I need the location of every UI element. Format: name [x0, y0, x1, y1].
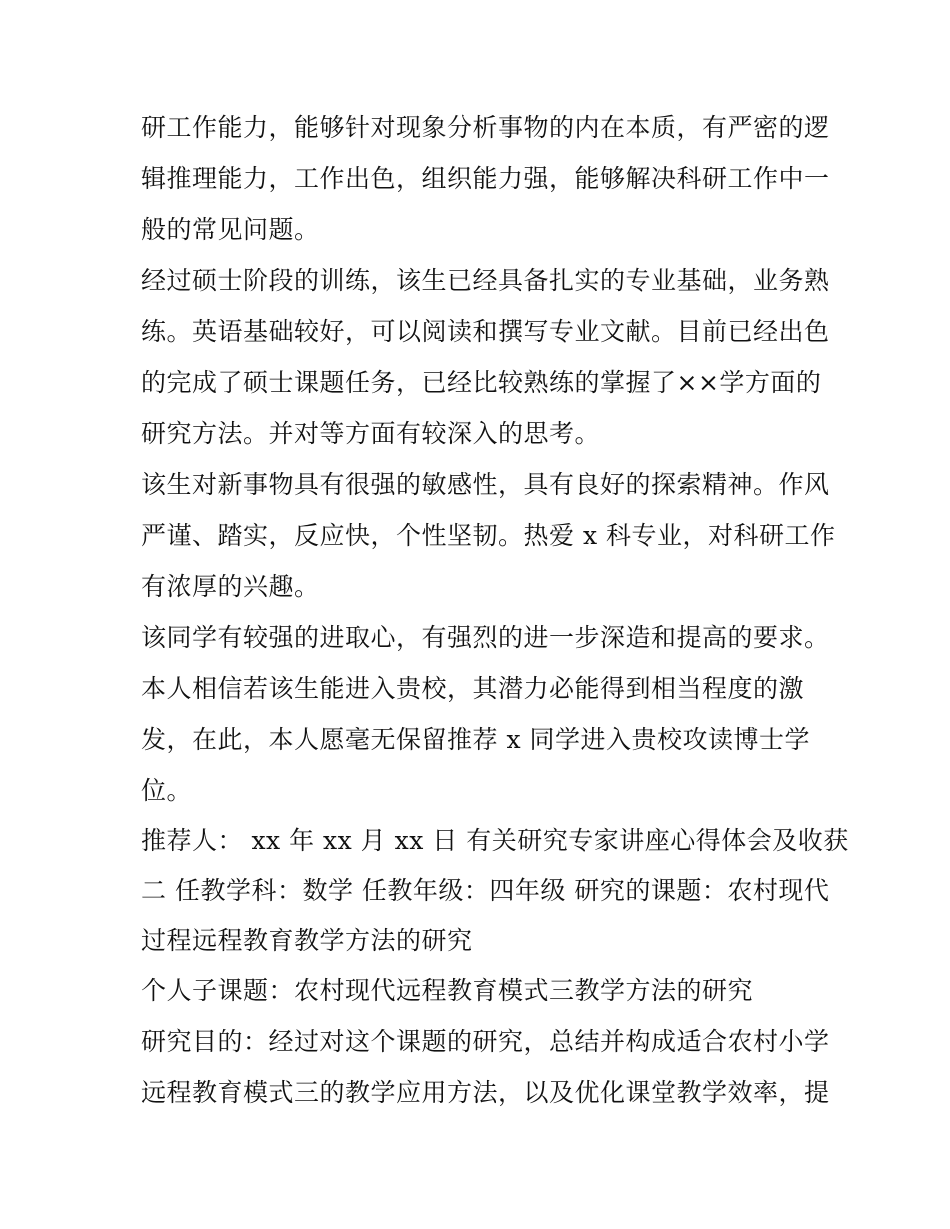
text-line: 有浓厚的兴趣。 — [141, 572, 320, 601]
text-line: 研究目的：经过对这个课题的研究，总结并构成适合农村小学 — [141, 1027, 830, 1056]
text-line: 该生对新事物具有很强的敏感性，具有良好的探索精神。作风 — [141, 470, 830, 499]
text-line: 的完成了硕士课题任务，已经比较熟练的掌握了××学方面的 — [141, 368, 822, 397]
text-line: 位。 — [141, 776, 193, 805]
text-line: 推荐人： xx 年 xx 月 xx 日 有关研究专家讲座心得体会及收获 — [141, 826, 849, 855]
text-line: 二 任教学科：数学 任教年级：四年级 研究的课题：农村现代 — [141, 876, 830, 905]
text-line: 远程教育模式三的教学应用方法，以及优化课堂教学效率，提 — [141, 1078, 830, 1107]
text-line: 经过硕士阶段的训练，该生已经具备扎实的专业基础，业务熟 — [141, 266, 830, 295]
text-line: 发，在此，本人愿毫无保留推荐 x 同学进入贵校攻读博士学 — [141, 725, 810, 754]
text-line: 本人相信若该生能进入贵校，其潜力必能得到相当程度的激 — [141, 674, 805, 703]
text-line: 严谨、踏实，反应快，个性坚韧。热爱 x 科专业，对科研工作 — [141, 521, 836, 550]
text-line: 研工作能力，能够针对现象分析事物的内在本质，有严密的逻 — [141, 113, 830, 142]
text-line: 研究方法。并对等方面有较深入的思考。 — [141, 419, 601, 448]
text-line: 过程远程教育教学方法的研究 — [141, 926, 473, 955]
text-line: 练。英语基础较好，可以阅读和撰写专业文献。目前已经出色 — [141, 317, 830, 346]
text-line: 辑推理能力，工作出色，组织能力强，能够解决科研工作中一 — [141, 164, 830, 193]
text-line: 该同学有较强的进取心，有强烈的进一步深造和提高的要求。 — [141, 623, 830, 652]
text-line: 般的常见问题。 — [141, 215, 320, 244]
text-line: 个人子课题：农村现代远程教育模式三教学方法的研究 — [141, 976, 754, 1005]
